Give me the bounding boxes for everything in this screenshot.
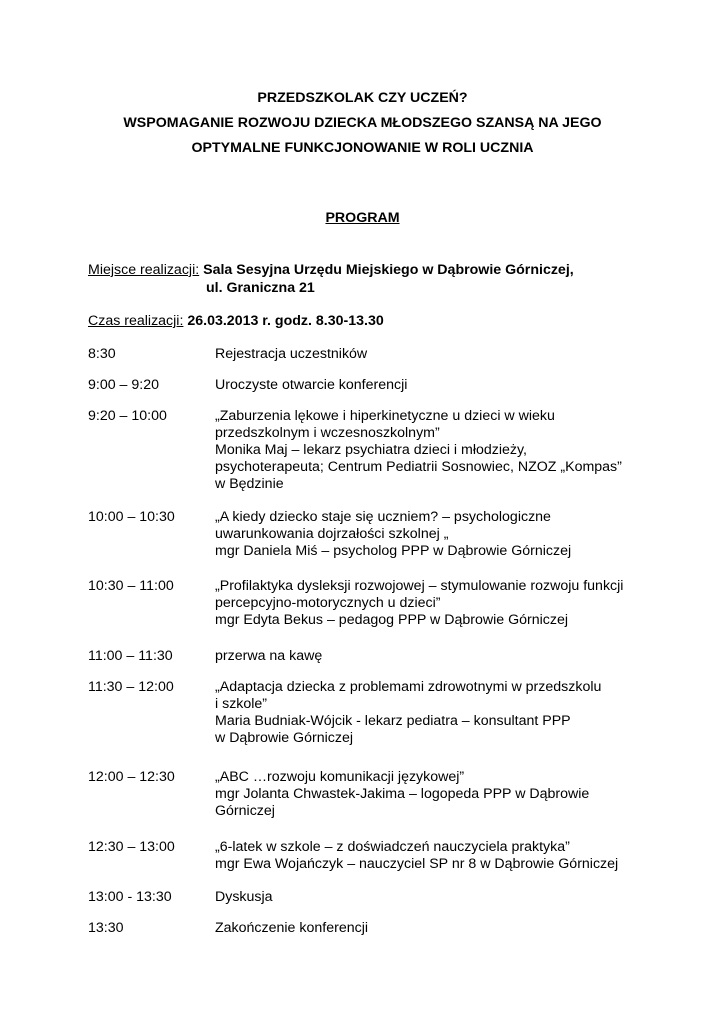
entry-description (215, 377, 685, 394)
entry-line: Maria Budniak-Wójcik - lekarz pediatra – konsultant PPP (215, 713, 571, 729)
entry-line: „ABC …rozwoju komunikacji językowej” (215, 769, 465, 785)
entry-time: 12:30 – 13:00 (88, 839, 175, 855)
entry-description (215, 920, 685, 937)
entry-line: mgr Daniela Miś – psycholog PPP w Dąbrowie Górniczej (215, 543, 572, 559)
time-row (88, 313, 688, 330)
entry-line: mgr Ewa Wojańczyk – nauczyciel SP nr 8 w Dąbrowie Górniczej (215, 856, 619, 872)
entry-time: 12:00 – 12:30 (88, 769, 175, 785)
entry-line: „Profilaktyka dysleksji rozwojowej – stymulowanie rozwoju funkcji (215, 578, 624, 594)
document-title (0, 86, 725, 161)
entry-time: 11:30 – 12:00 (88, 679, 174, 695)
entry-description (215, 346, 685, 363)
entry-time: 9:20 – 10:00 (88, 408, 167, 424)
entry-line: mgr Jolanta Chwastek-Jakima – logopeda PPP w Dąbrowie (215, 786, 590, 802)
entry-line: przedszkolnym i wczesnoszkolnym” (215, 425, 440, 441)
place-label: Miejsce realizacji: (88, 262, 200, 278)
entry-description (215, 408, 685, 493)
entry-line: „Adaptacja dziecka z problemami zdrowotnymi w przedszkolu (215, 679, 602, 695)
time-value: 26.03.2013 r. godz. 8.30-13.30 (187, 313, 384, 329)
entry-line: „6-latek w szkole – z doświadczeń nauczyciela praktyka” (215, 839, 570, 855)
title-line-1: PRZEDSZKOLAK CZY UCZEŃ? (257, 90, 468, 106)
entry-line: przerwa na kawę (215, 648, 323, 664)
entry-time: 13:30 (88, 920, 124, 936)
entry-description (215, 648, 685, 665)
entry-line: mgr Edyta Bekus – pedagog PPP w Dąbrowie Górniczej (215, 612, 569, 628)
place-row (88, 262, 688, 279)
entry-description (215, 509, 685, 560)
entry-description (215, 578, 685, 629)
entry-line: w Będzinie (215, 476, 284, 492)
entry-line: „A kiedy dziecko staje się uczniem? – psychologiczne (215, 509, 551, 525)
entry-time: 13:00 - 13:30 (88, 889, 172, 905)
place-address: ul. Graniczna 21 (206, 280, 315, 296)
title-line-3: OPTYMALNE FUNKCJONOWANIE W ROLI UCZNIA (191, 140, 534, 156)
entry-time: 10:30 – 11:00 (88, 578, 174, 594)
entry-line: Zakończenie konferencji (215, 920, 368, 936)
entry-line: percepcyjno-motorycznych u dzieci” (215, 595, 441, 611)
entry-description (215, 839, 685, 873)
time-label: Czas realizacji: (88, 313, 184, 329)
entry-line: i szkole” (215, 696, 268, 712)
entry-line: Rejestracja uczestników (215, 346, 368, 362)
entry-time: 10:00 – 10:30 (88, 509, 175, 525)
entry-line: Dyskusja (215, 889, 273, 905)
place-value: Sala Sesyjna Urzędu Miejskiego w Dąbrowie Górniczej, (203, 262, 574, 278)
entry-line: psychoterapeuta; Centrum Pediatrii Sosnowiec, NZOZ „Kompas” (215, 459, 622, 475)
entry-line: w Dąbrowie Górniczej (215, 730, 353, 746)
program-heading: PROGRAM (325, 210, 400, 226)
entry-line: Górniczej (215, 803, 275, 819)
entry-time: 8:30 (88, 346, 116, 362)
entry-line: Uroczyste otwarcie konferencji (215, 377, 408, 393)
entry-line: „Zaburzenia lękowe i hiperkinetyczne u dzieci w wieku (215, 408, 555, 424)
entry-description (215, 679, 685, 747)
entry-time: 9:00 – 9:20 (88, 377, 159, 393)
entry-line: Monika Maj – lekarz psychiatra dzieci i młodzieży, (215, 442, 527, 458)
entry-line: uwarunkowania dojrzałości szkolnej „ (215, 526, 449, 542)
entry-time: 11:00 – 11:30 (88, 648, 173, 664)
title-line-2: WSPOMAGANIE ROZWOJU DZIECKA MŁODSZEGO SZANSĄ NA JEGO (123, 115, 602, 131)
entry-description (215, 889, 685, 906)
entry-description (215, 769, 685, 820)
